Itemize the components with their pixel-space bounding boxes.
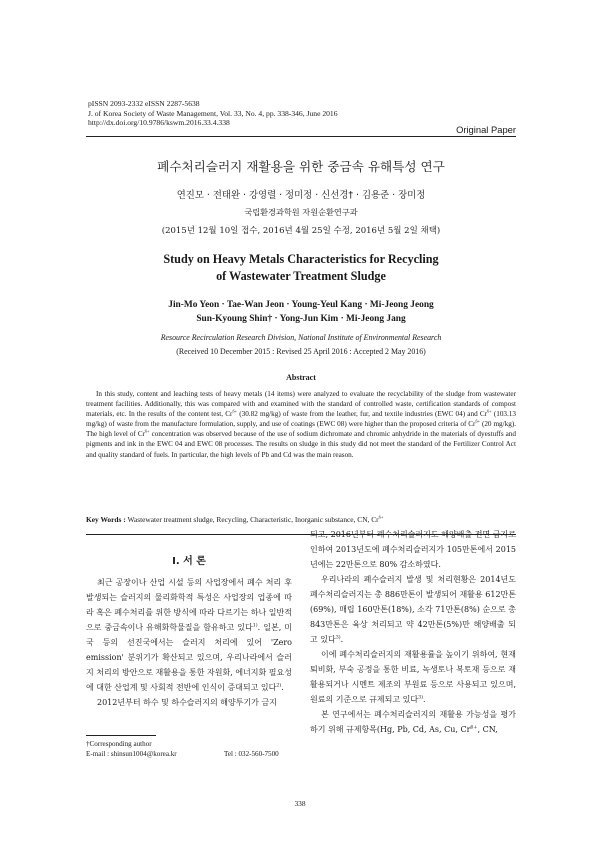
footnote-divider	[86, 735, 156, 736]
abstract-heading: Abstract	[286, 373, 316, 382]
footnote-tel: Tel : 032-560-7500	[224, 750, 279, 758]
english-title	[86, 251, 516, 284]
english-dates: (Received 10 December 2015 : Revised 25 April 2016 : Accepted 2 May 2016)	[176, 347, 426, 356]
abstract-text: In this study, content and leaching tests of heavy metals (14 items) were analyzed to evaluate the recyclability of the sludge from wastewater treatment facilities. Additionally, this was compared with and examined with the standard of controlled waste, certification standards of compost materials, etc. In the results of the content test, $Cr^{6+}$ (30.82 mg/kg) of waste from the leather, fur, and textile industries (EWC 04) and $Cr^{6+}$ (103.13 mg/kg) of waste from the manufacture formulation, supply, and use of coatings (EWC 08) were higher than the proposed criteria of $Cr^{6+}$ (20 mg/kg). The high level of $Cr^{6+}$ concentration was observed because of the use of sodium dichromate and chromic anhydride in the materials of dyestuffs and pigments and ink in the EWC 04 and EWC 08 processes. The results on sludge in this study did not meet the standard of the Fertilizer Control Act and quality standard of fuels. In particular, the high levels of Pb and Cd was the main reason.	[86, 390, 517, 459]
english-affiliation: Resource Recirculation Research Division, National Institute of Environmental Research	[160, 333, 442, 342]
english-authors-line1: Jin-Mo Yeon · Tae-Wan Jeon · Young-Yeul Kang · Mi-Jeong Jeong	[168, 300, 434, 310]
right-paragraph-3: 이에 폐수처리슬러지의 재활용률을 높이기 위하여, 현재 퇴비화, 부숙 공정을 통한 비료, 녹생토나 복토재 등으로 재활용되거나 시멘트 제조의 부원료 등으로 사용되고 있으며, 원료의 기준으로 규제되고 있다$^{3)}$.	[310, 650, 516, 704]
english-authors	[86, 298, 516, 326]
footnote	[86, 739, 306, 759]
article-type: Original Paper	[456, 124, 516, 135]
english-authors-line2: Sun-Kyoung Shin† · Yong-Jun Kim · Mi-Jeong Jang	[196, 314, 406, 324]
korean-authors: 연진모 · 전태완 · 강영렬 · 정미정 · 신선경† · 김용준 · 장미정	[176, 190, 426, 201]
doi-link[interactable]: http://dx.doi.org/10.9786/kswm.2016.33.4.338	[88, 118, 230, 128]
journal-citation: J. of Korea Society of Waste Management, Vol. 33, No. 4, pp. 338-346, June 2016	[88, 108, 338, 118]
header-divider	[86, 136, 516, 137]
footnote-email[interactable]: E-mail : shinsun1004@korea.kr	[86, 750, 177, 758]
keywords-text: Wastewater treatment sludge, Recycling, Characteristic, Inorganic substance, CN, $Cr^{6+}$	[127, 514, 384, 524]
section-heading: I. 서 론	[172, 556, 206, 567]
left-column	[86, 575, 292, 710]
footnote-label: †Corresponding author	[86, 740, 152, 748]
english-title-line1: Study on Heavy Metals Characteristics for Recycling	[163, 252, 439, 266]
right-paragraph-2: 우리나라의 폐수슬러지 발생 및 처리현황은 2014년도 폐수처리슬러지는 총 886만톤이 발생되어 재활용 612만톤(69%), 매립 160만톤(18%), 소각 71만톤(8%) 순으로 총 843만톤은 육상 처리되고 약 42만톤(5%)만 해양배출 되고 있다$^{3)}$.	[310, 575, 516, 644]
right-paragraph-1: 되고, 2016년부터 폐수처리슬러지도 해양배출 전면 금지로 인하여 2013년도에 폐수처리슬러지가 105만톤에서 2015년에는 22만톤으로 80% 감소하였다.	[310, 530, 516, 569]
korean-dates: (2015년 12월 10일 접수, 2016년 4월 25일 수정, 2016년 5월 2일 채택)	[161, 226, 441, 236]
left-paragraph-2: 2012년부터 하수 및 하수슬러지의 해양투기가 금지	[97, 698, 277, 707]
english-title-line2: of Wastewater Treatment Sludge	[216, 268, 386, 283]
keywords-label: Key Words :	[86, 515, 128, 524]
right-column	[310, 527, 516, 737]
left-paragraph-1: 최근 공장이나 산업 시설 등의 사업장에서 폐수 처리 후 발생되는 슬러지의 물리화학적 특성은 사업장의 업종에 따라 혹은 폐수처리를 위한 방식에 따라 다르기는 하나 일반적으로 중금속이나 유해화학물질을 함유하고 있다$^{1)}$. 일본, 미국 등의 선진국에서는 슬러지 처리에 있어 'Zero emission' 분위기가 확산되고 있으며, 우리나라에서 슬러지 처리의 방안으로 재활용을 통한 자원화, 에너지화 필요성에 대한 산업계 및 사회적 전반에 인식이 증대되고 있다$^{2)}$.	[86, 578, 293, 692]
korean-title: 폐수처리슬러지 재활용을 위한 중금속 유해특성 연구	[157, 159, 445, 174]
keywords	[86, 515, 516, 524]
issn-line: pISSN 2093-2332 eISSN 2287-5638	[88, 99, 200, 108]
korean-affiliation: 국립환경과학원 자원순환연구과	[244, 207, 358, 217]
right-paragraph-4: 본 연구에서는 폐수처리슬러지의 재활용 가능성을 평가하기 위해 규제항목(Hg, Pb, Cd, As, Cu, $Cr^{6+}$, CN,	[310, 710, 516, 734]
page-number: 338	[294, 799, 306, 808]
